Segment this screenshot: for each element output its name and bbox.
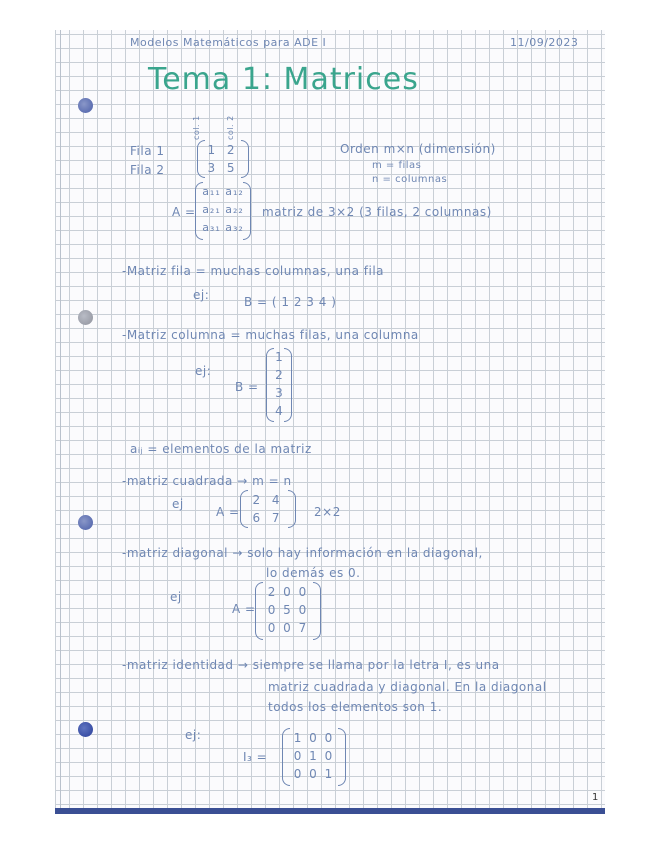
matrix-row: 0 1 0: [293, 749, 335, 763]
matrix-row: 2 0 0: [267, 585, 309, 599]
example-label: ej:: [195, 364, 212, 378]
diagonal-matrix-definition: -matriz diagonal → solo hay información en la diagonal,: [122, 546, 483, 560]
matrix-row: a₁₁ a₁₂: [202, 185, 244, 198]
margin-line: [60, 30, 61, 810]
intro-matrix: [197, 140, 249, 178]
identity-label: I₃ =: [243, 750, 268, 764]
matrix-row: 3: [275, 386, 283, 400]
matrix-row: 1 0 0: [293, 731, 335, 745]
matrix-row: 0 0 7: [267, 621, 309, 635]
matrix-size: 2×2: [314, 505, 341, 519]
matrix-b-label: B =: [235, 380, 259, 394]
binder-hole-icon: [78, 310, 93, 325]
identity-matrix-definition: -matriz identidad → siempre se llama por la letra I, es una: [122, 658, 500, 672]
matrix-row: 1 2: [207, 143, 239, 157]
matrix-row: 2: [275, 368, 283, 382]
m-definition: m = filas: [372, 160, 422, 171]
matrix-row: 6 7: [252, 511, 284, 525]
matrix-row: a₃₁ a₃₂: [202, 221, 244, 234]
row-matrix-example: B = ( 1 2 3 4 ): [244, 295, 337, 309]
subject-header: Modelos Matemáticos para ADE I: [130, 36, 327, 49]
example-label: ej: [172, 497, 184, 511]
matrix-a-label: A =: [216, 505, 240, 519]
matrix-row: 0 5 0: [267, 603, 309, 617]
diagonal-matrix-definition-cont: lo demás es 0.: [266, 566, 361, 580]
identity-matrix: [282, 728, 346, 786]
binder-hole-icon: [78, 515, 93, 530]
example-label: ej:: [185, 728, 202, 742]
square-matrix: [240, 490, 296, 528]
column-label: col. 1: [192, 115, 201, 140]
date: 11/09/2023: [510, 36, 579, 49]
column-label: col. 2: [226, 115, 235, 140]
matrix-a-label: A =: [172, 205, 196, 219]
column-matrix-definition: -Matriz columna = muchas filas, una columna: [122, 328, 419, 342]
binder-hole-icon: [78, 722, 93, 737]
matrix-row: 4: [275, 404, 283, 418]
identity-matrix-definition-cont: matriz cuadrada y diagonal. En la diagonal: [268, 680, 547, 694]
orden-definition: Orden m×n (dimensión): [340, 142, 496, 156]
row-label: Fila 1: [130, 144, 165, 158]
page-title: Tema 1: Matrices: [148, 62, 419, 97]
matrix-row: 1: [275, 350, 283, 364]
matrix-a-label: A =: [232, 602, 256, 616]
row-label: Fila 2: [130, 163, 165, 177]
generic-matrix-a: [195, 182, 251, 240]
page-bottom-bar: [55, 808, 605, 814]
matrix-row: 2 4: [252, 493, 284, 507]
matrix-row: a₂₁ a₂₂: [202, 203, 244, 216]
page-number: 1: [592, 792, 599, 803]
elements-definition: aᵢⱼ = elementos de la matriz: [130, 442, 312, 456]
binder-hole-icon: [78, 98, 93, 113]
example-label: ej: [170, 590, 182, 604]
row-matrix-definition: -Matriz fila = muchas columnas, una fila: [122, 264, 385, 278]
matrix-row: 3 5: [207, 161, 239, 175]
identity-matrix-definition-cont: todos los elementos son 1.: [268, 700, 443, 714]
matrix-row: 0 0 1: [293, 767, 335, 781]
square-matrix-definition: -matriz cuadrada → m = n: [122, 474, 292, 488]
example-label: ej:: [193, 288, 210, 302]
n-definition: n = columnas: [372, 174, 448, 185]
matrix-a-description: matriz de 3×2 (3 filas, 2 columnas): [262, 205, 492, 219]
diagonal-matrix: [255, 582, 321, 640]
column-matrix: [266, 348, 292, 422]
